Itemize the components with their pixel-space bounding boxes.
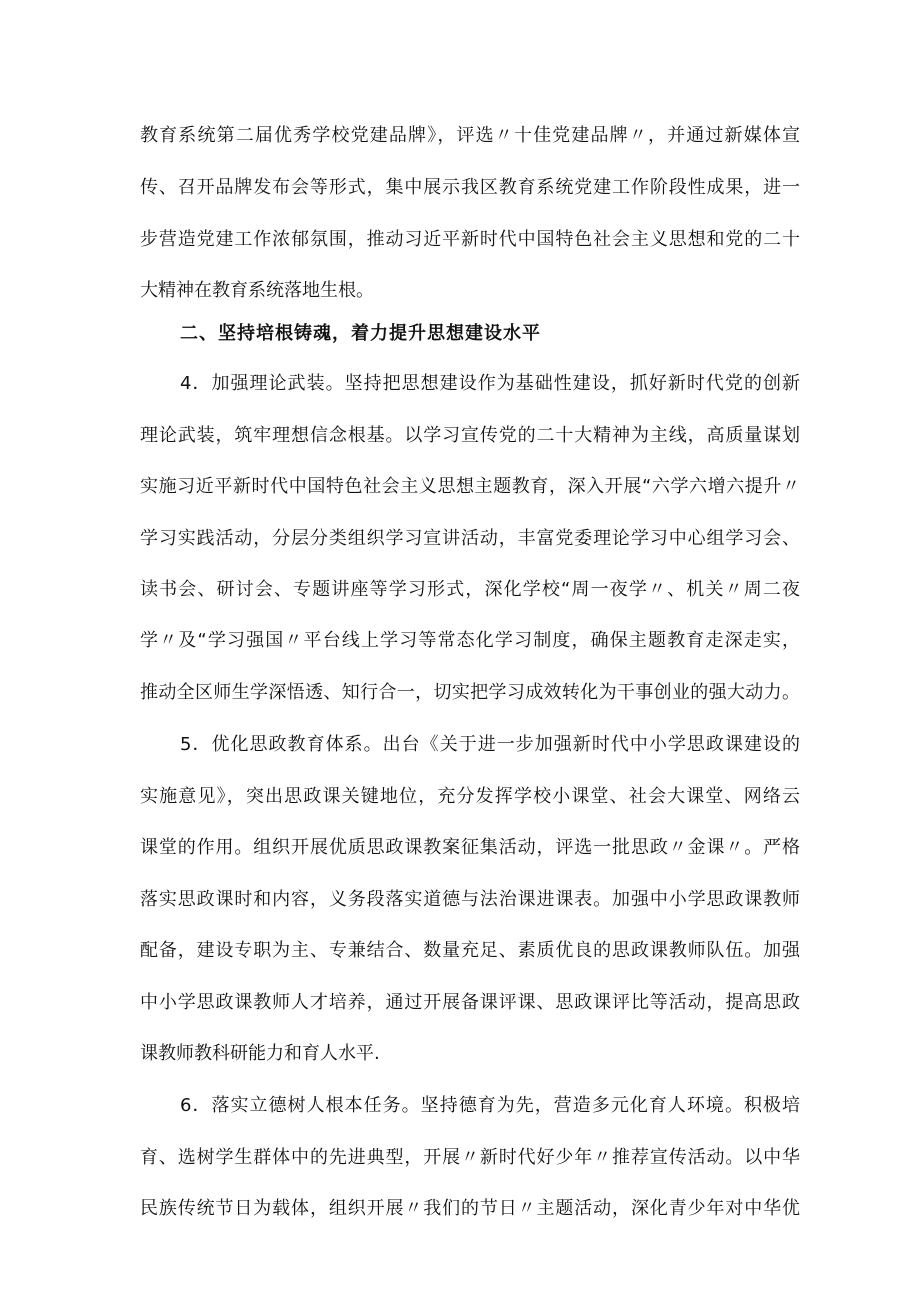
paragraph-5-line-1: 5．优化思政教育体系。出台《关于进一步加强新时代中小学思政课建设的 (180, 734, 800, 755)
paragraph-1-line-1: 教育系统第二届优秀学校党建品牌》，评选〃十佳党建品牌〃，并通过新媒体宣 (140, 125, 800, 146)
paragraph-6-line-1: 6．落实立德树人根本任务。坚持德育为先，营造多元化育人环境。积极培 (180, 1095, 800, 1116)
paragraph-1-line-2: 传、召开品牌发布会等形式，集中展示我区教育系统党建工作阶段性成果，进一 (140, 177, 800, 198)
paragraph-5-line-6: 中小学思政课教师人才培养，通过开展备课评课、思政课评比等活动，提高思政 (140, 992, 800, 1013)
paragraph-4-line-5: 读书会、研讨会、专题讲座等学习形式，深化学校“周一夜学〃、机关〃周二夜 (140, 579, 800, 600)
paragraph-5-line-7: 课教师教科研能力和育人水平. (140, 1043, 380, 1064)
paragraph-5-line-4: 落实思政课时和内容，义务段落实道德与法治课进课表。加强中小学思政课教师 (140, 889, 800, 910)
paragraph-4-line-1: 4．加强理论武装。坚持把思想建设作为基础性建设，抓好新时代党的创新 (180, 373, 800, 394)
paragraph-5-line-3: 课堂的作用。组织开展优质思政课教案征集活动，评选一批思政〃金课〃。严格 (140, 837, 800, 858)
paragraph-5-line-5: 配备，建设专职为主、专兼结合、数量充足、素质优良的思政课教师队伍。加强 (140, 940, 800, 961)
section-heading: 二、坚持培根铸魂，着力提升思想建设水平 (180, 323, 541, 344)
paragraph-4-line-4: 学习实践活动，分层分类组织学习宣讲活动，丰富党委理论学习中心组学习会、 (140, 528, 800, 549)
paragraph-4-line-3: 实施习近平新时代中国特色社会主义思想主题教育，深入开展“六学六增六提升〃 (140, 476, 800, 497)
paragraph-1-line-4: 大精神在教育系统落地生根。 (140, 280, 374, 301)
paragraph-4-line-2: 理论武装，筑牢理想信念根基。以学习宣传党的二十大精神为主线，高质量谋划 (140, 425, 800, 446)
paragraph-6-line-2: 育、选树学生群体中的先进典型，开展〃新时代好少年〃推荐宣传活动。以中华 (140, 1147, 800, 1168)
paragraph-6-line-3: 民族传统节日为载体，组织开展〃我们的节日〃主题活动，深化青少年对中华优 (140, 1198, 800, 1219)
paragraph-4-line-6: 学〃及“学习强国〃平台线上学习等常态化学习制度，确保主题教育走深走实， (140, 630, 800, 651)
paragraph-5-line-2: 实施意见》，突出思政课关键地位，充分发挥学校小课堂、社会大课堂、网络云 (140, 786, 800, 807)
paragraph-4-line-7: 推动全区师生学深悟透、知行合一，切实把学习成效转化为干事创业的强大动力。 (140, 682, 800, 703)
paragraph-1-line-3: 步营造党建工作浓郁氛围，推动习近平新时代中国特色社会主义思想和党的二十 (140, 229, 800, 250)
